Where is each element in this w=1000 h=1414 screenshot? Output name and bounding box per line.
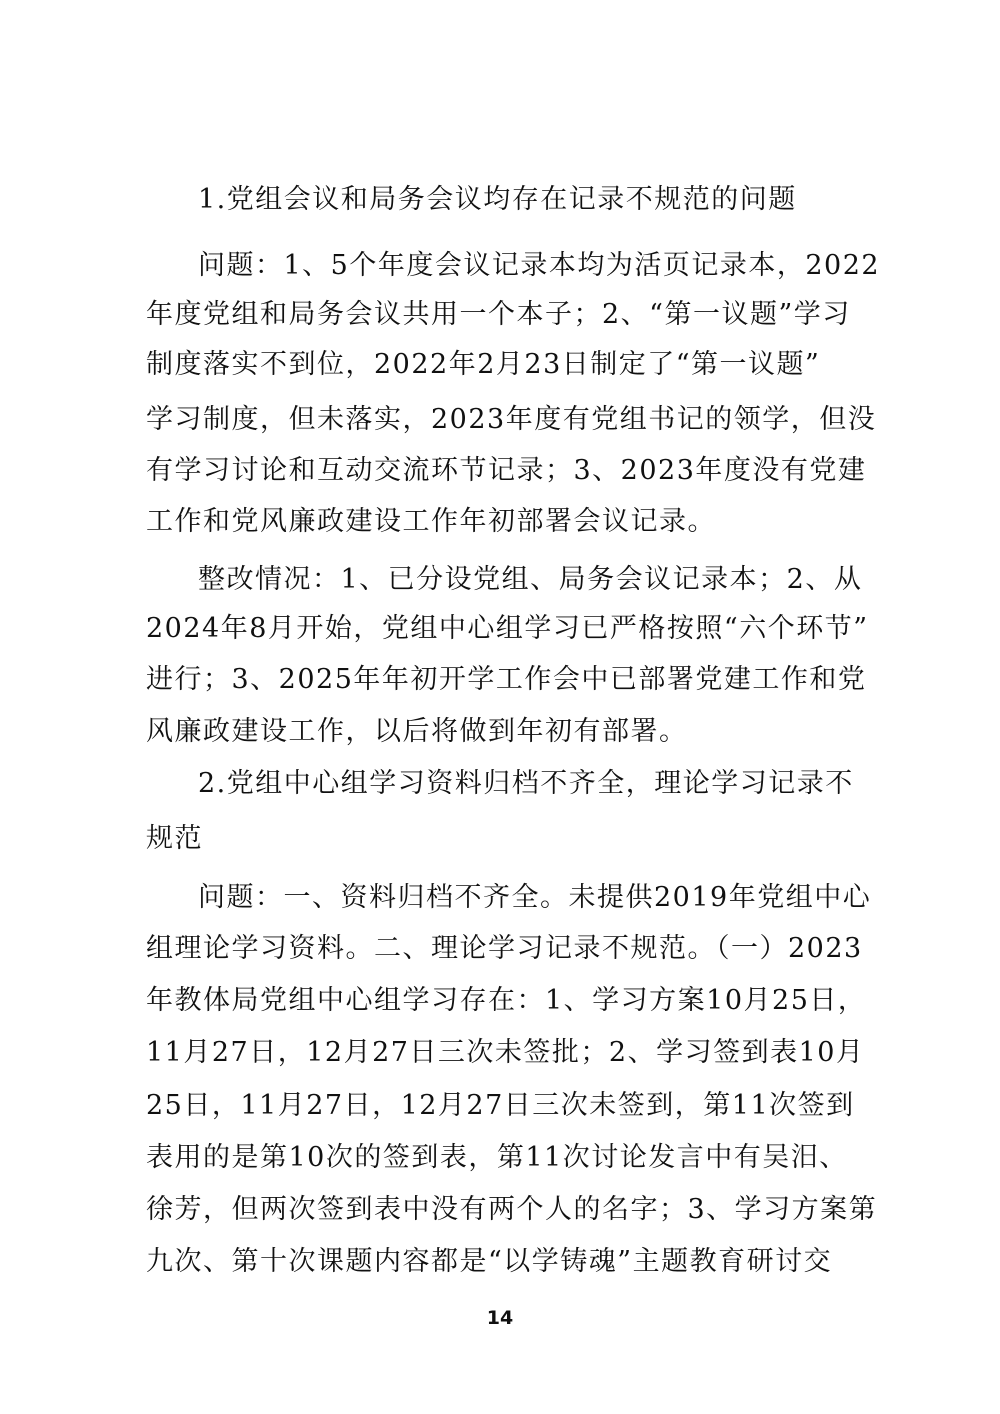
heading-line-2-continued: 规范 (146, 823, 203, 854)
paragraph-line: 学习制度，但未落实，2023年度有党组书记的领学，但没 (146, 404, 877, 435)
paragraph-line: 2024年8月开始，党组中心组学习已严格按照“六个环节” (146, 613, 869, 644)
paragraph-line: 九次、第十次课题内容都是“以学铸魂”主题教育研讨交 (146, 1246, 833, 1277)
paragraph-line: 问题：1、5个年度会议记录本均为活页记录本，2022 (198, 250, 881, 281)
paragraph-line: 11月27日，12月27日三次未签批；2、学习签到表10月 (146, 1037, 865, 1068)
heading-line-2: 2.党组中心组学习资料归档不齐全，理论学习记录不 (198, 768, 854, 799)
paragraph-line: 问题：一、资料归档不齐全。未提供2019年党组中心 (198, 882, 872, 913)
paragraph-line: 25日，11月27日，12月27日三次未签到，第11次签到 (146, 1090, 855, 1121)
paragraph-line: 有学习讨论和互动交流环节记录；3、2023年度没有党建 (146, 455, 867, 486)
paragraph-line: 进行；3、2025年年初开学工作会中已部署党建工作和党 (146, 664, 867, 695)
paragraph-line: 工作和党风廉政建设工作年初部署会议记录。 (146, 506, 716, 537)
paragraph-line: 组理论学习资料。二、理论学习记录不规范。（一）2023 (146, 933, 863, 964)
paragraph-line: 风廉政建设工作，以后将做到年初有部署。 (146, 716, 688, 747)
paragraph-line: 年教体局党组中心组学习存在：1、学习方案10月25日， (146, 985, 867, 1016)
paragraph-line: 表用的是第10次的签到表，第11次讨论发言中有吴汨、 (146, 1142, 848, 1173)
paragraph-line: 制度落实不到位，2022年2月23日制定了“第一议题” (146, 349, 821, 380)
paragraph-line: 整改情况：1、已分设党组、局务会议记录本；2、从 (198, 564, 863, 595)
heading-line-1: 1.党组会议和局务会议均存在记录不规范的问题 (198, 184, 797, 215)
page-number: 14 (486, 1307, 514, 1329)
paragraph-line: 徐芳，但两次签到表中没有两个人的名字；3、学习方案第 (146, 1194, 878, 1225)
paragraph-line: 年度党组和局务会议共用一个本子；2、“第一议题”学习 (146, 299, 851, 330)
